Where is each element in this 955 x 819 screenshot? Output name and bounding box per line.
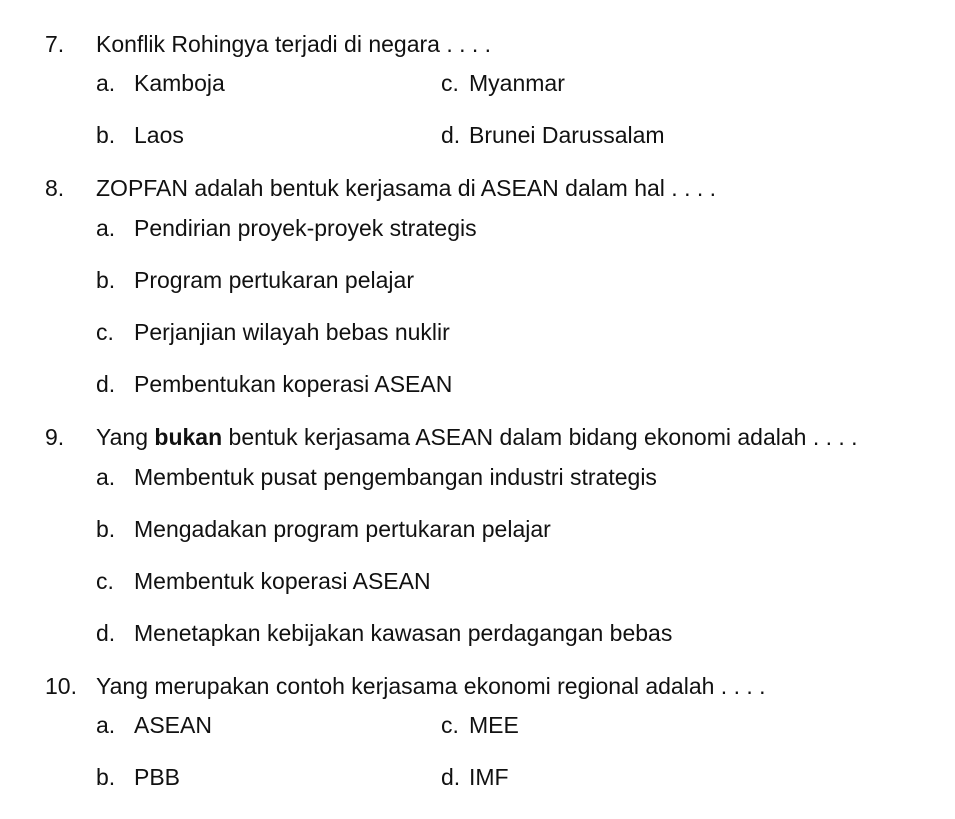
option-letter: d. xyxy=(96,620,116,646)
option-text: Kamboja xyxy=(134,70,225,96)
option-letter: c. xyxy=(441,712,459,738)
option-letter: d. xyxy=(96,371,116,397)
question-text: Yang merupakan contoh kerjasama ekonomi regional adalah . . . . xyxy=(96,673,766,699)
question-text-suffix: bentuk kerjasama ASEAN dalam bidang ekonomi adalah . . . . xyxy=(228,424,858,450)
question-number: 9. xyxy=(45,424,65,450)
option-text: Perjanjian wilayah bebas nuklir xyxy=(134,319,450,345)
question-text-prefix: Yang xyxy=(96,424,149,450)
option-text: Membentuk koperasi ASEAN xyxy=(134,568,431,594)
option-text: PBB xyxy=(134,764,181,790)
option-text: Laos xyxy=(134,122,184,148)
question-number: 10. xyxy=(45,673,77,699)
question-text: ZOPFAN adalah bentuk kerjasama di ASEAN dalam hal . . . . xyxy=(96,175,717,201)
option-text: MEE xyxy=(469,712,519,738)
option-text: Myanmar xyxy=(469,70,565,96)
option-letter: a. xyxy=(96,712,116,738)
option-text: IMF xyxy=(469,764,509,790)
option-text: Menetapkan kebijakan kawasan perdagangan bebas xyxy=(134,620,673,646)
option-letter: b. xyxy=(96,267,116,293)
option-text: Brunei Darussalam xyxy=(469,122,665,148)
option-text: ASEAN xyxy=(134,712,212,738)
option-letter: b. xyxy=(96,764,116,790)
option-letter: b. xyxy=(96,122,116,148)
option-text: Pembentukan koperasi ASEAN xyxy=(134,371,453,397)
question-number: 8. xyxy=(45,175,65,201)
option-letter: d. xyxy=(441,122,461,148)
option-letter: c. xyxy=(96,319,114,345)
question-text: Konflik Rohingya terjadi di negara . . . . xyxy=(96,31,492,57)
option-letter: c. xyxy=(441,70,459,96)
question-text-emphasis: bukan xyxy=(154,424,223,450)
option-letter: b. xyxy=(96,516,116,542)
option-text: Mengadakan program pertukaran pelajar xyxy=(134,516,551,542)
option-text: Pendirian proyek-proyek strategis xyxy=(134,215,477,241)
question-text xyxy=(96,423,858,451)
option-letter: a. xyxy=(96,464,116,490)
option-letter: a. xyxy=(96,215,116,241)
option-letter: a. xyxy=(96,70,116,96)
option-text: Program pertukaran pelajar xyxy=(134,267,414,293)
option-letter: d. xyxy=(441,764,461,790)
option-letter: c. xyxy=(96,568,114,594)
question-number: 7. xyxy=(45,31,65,57)
option-text: Membentuk pusat pengembangan industri strategis xyxy=(134,464,657,490)
